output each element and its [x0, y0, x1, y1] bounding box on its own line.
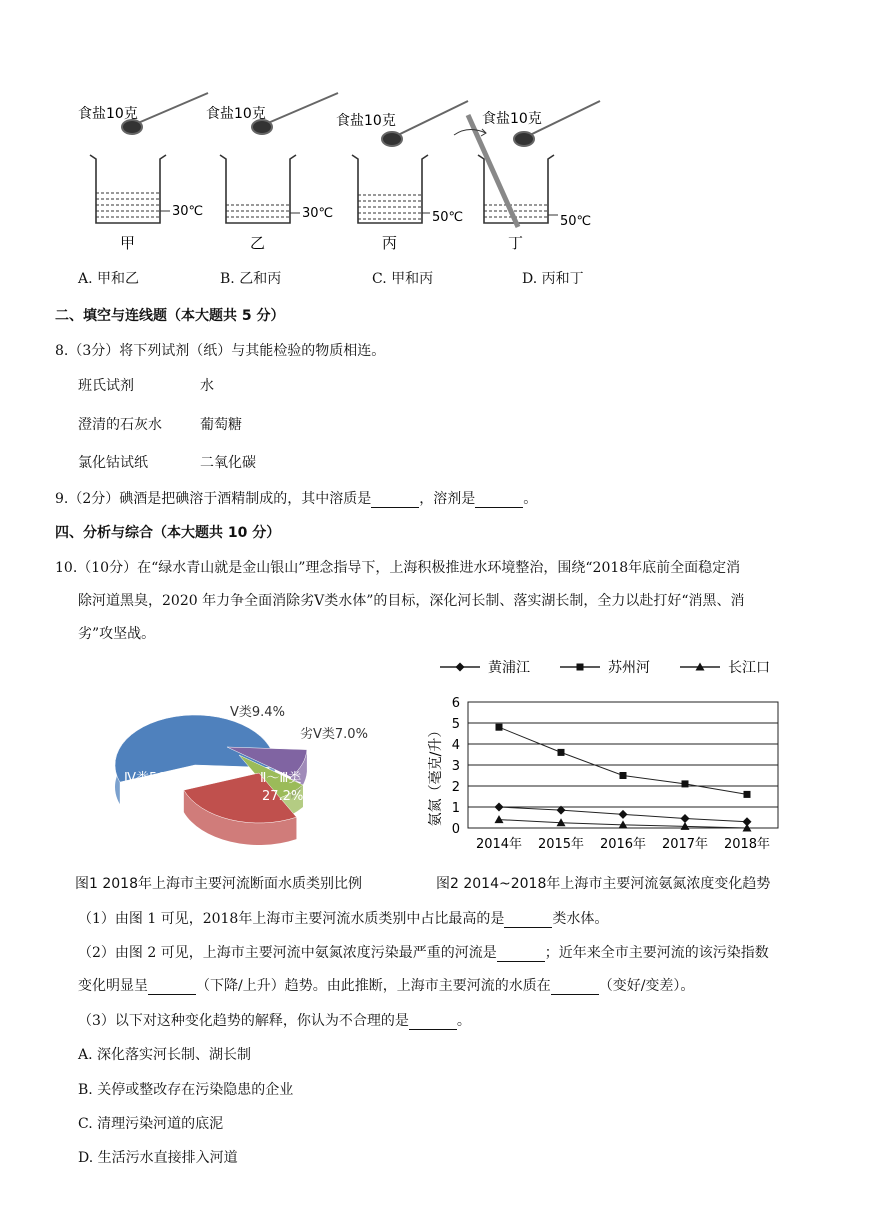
q10-sub3: [78, 1010, 471, 1030]
q10-sub2-text-c: 变化明显呈: [78, 978, 148, 994]
legend-label: 苏州河: [608, 660, 650, 676]
answer-blank[interactable]: [504, 913, 552, 928]
x-tick-label: 2014年: [475, 837, 523, 852]
y-tick-label: 1: [451, 801, 460, 816]
answer-blank[interactable]: [497, 947, 545, 962]
q8-right-3: 二氧化碳: [200, 455, 256, 471]
q10-line-1: 10.（10分）在“绿水青山就是金山银山”理念指导下，上海积极推进水环境整治，围绕“2018年底前全面稳定消: [55, 560, 741, 576]
beaker-bing: [352, 155, 430, 223]
q10-sub1: [78, 908, 608, 928]
q9-a: 9.（2分）碘酒是把碘溶于酒精制成的，其中溶质是: [55, 491, 372, 507]
beakers-figure: [60, 85, 620, 260]
q10-sub2-text-e: （变好/变差）。: [598, 978, 695, 994]
line-chart: [420, 655, 790, 860]
answer-blank[interactable]: [148, 980, 196, 995]
beaker-temp-3: 50℃: [432, 210, 464, 225]
q10-line-2: 除河道黑臭，2020 年力争全面消除劣Ⅴ类水体”的目标，深化河长制、落实湖长制，全力以赴打好“消黑、消: [78, 593, 745, 609]
q10-option-c: C. 清理污染河道的底泥: [78, 1116, 224, 1132]
q8-right-2: 葡萄糖: [200, 417, 242, 433]
q7-option-a: A. 甲和乙: [78, 271, 140, 287]
q10-sub1-end: 类水体。: [552, 911, 609, 927]
pie-chart: [110, 690, 370, 860]
x-tick-label: 2018年: [723, 837, 771, 852]
q7-option-b: B. 乙和丙: [220, 271, 282, 287]
y-tick-label: 2: [451, 780, 460, 795]
q8-left-1: 班氏试剂: [78, 378, 134, 394]
beaker-ding: [454, 115, 558, 227]
salt-label-2: 食盐10克: [206, 106, 266, 122]
q7-option-d: D. 丙和丁: [522, 271, 584, 287]
beaker-name-2: 乙: [250, 234, 266, 252]
legend-label: 长江口: [728, 660, 770, 676]
beaker-name-3: 丙: [382, 234, 398, 252]
beaker-name-1: 甲: [120, 234, 136, 252]
section-heading-4: 四、分析与综合（本大题共 10 分）: [55, 525, 281, 541]
pie-label-2-3: Ⅱ～Ⅲ类 27.2%: [260, 771, 304, 804]
data-point: [577, 664, 584, 671]
series-line-1: [499, 727, 747, 794]
y-tick-label: 5: [451, 717, 460, 732]
section-heading-2: 二、填空与连线题（本大题共 5 分）: [55, 308, 285, 324]
q7-option-c: C. 甲和丙: [372, 271, 434, 287]
beaker-yi: [220, 155, 300, 223]
answer-blank[interactable]: [551, 980, 599, 995]
y-tick-label: 0: [451, 822, 460, 837]
salt-label-1: 食盐10克: [78, 106, 138, 122]
x-tick-label: 2017年: [661, 837, 709, 852]
beaker-name-4: 丁: [508, 234, 524, 252]
y-tick-label: 6: [451, 696, 460, 711]
x-tick-label: 2015年: [537, 837, 585, 852]
data-point: [495, 815, 504, 823]
q10-sub2-text: （2）由图 2 可见，上海市主要河流中氨氮浓度污染最严重的河流是: [78, 945, 497, 961]
y-axis-label: 氨氮（毫克/升）: [428, 723, 444, 827]
pie-label-4: Ⅳ类56.4%: [124, 771, 191, 786]
q10-sub2-text-b: ；近年来全市主要河流的该污染指数: [544, 945, 769, 961]
data-point: [619, 810, 628, 819]
q9: [55, 488, 537, 508]
q10-sub1-text: （1）由图 1 可见，2018年上海市主要河流水质类别中占比最高的是: [78, 911, 505, 927]
q8-left-2: 澄清的石灰水: [78, 417, 162, 433]
x-tick-label: 2016年: [599, 837, 647, 852]
beaker-temp-1: 30℃: [172, 204, 204, 219]
data-point: [744, 791, 751, 798]
q10-sub3-end: 。: [456, 1013, 471, 1029]
data-point: [681, 814, 690, 823]
q10-line-3: 劣”攻坚战。: [78, 626, 156, 642]
y-tick-label: 3: [451, 759, 460, 774]
q10-sub2-cont: [78, 975, 694, 995]
fig1-caption: 图1 2018年上海市主要河流断面水质类别比例: [75, 876, 362, 892]
salt-label-4: 食盐10克: [482, 111, 542, 127]
legend-label: 黄浦江: [488, 660, 530, 676]
data-point: [495, 803, 504, 812]
q9-c: 。: [523, 491, 538, 507]
q10-sub2-text-d: （下降/上升）趋势。由此推断，上海市主要河流的水质在: [196, 978, 551, 994]
data-point: [620, 772, 627, 779]
beaker-temp-4: 50℃: [560, 214, 592, 229]
pie-label-inferior-5: 劣Ⅴ类7.0%: [300, 727, 368, 742]
answer-blank[interactable]: [475, 493, 523, 508]
q8-left-3: 氯化钴试纸: [78, 455, 148, 471]
q10-sub2: [78, 942, 769, 962]
q9-b: ，溶剂是: [419, 491, 476, 507]
pie-label-5: Ⅴ类9.4%: [230, 705, 285, 720]
fig2-caption: 图2 2014~2018年上海市主要河流氨氮浓度变化趋势: [436, 876, 771, 892]
data-point: [558, 749, 565, 756]
data-point: [456, 663, 465, 672]
q10-sub3-text: （3）以下对这种变化趋势的解释，你认为不合理的是: [78, 1013, 409, 1029]
y-tick-label: 4: [451, 738, 460, 753]
data-point: [682, 780, 689, 787]
beaker-temp-2: 30℃: [302, 206, 334, 221]
beaker-jia: [90, 155, 170, 223]
q10-option-b: B. 关停或整改存在污染隐患的企业: [78, 1082, 294, 1098]
q8-stem: 8.（3分）将下列试剂（纸）与其能检验的物质相连。: [55, 343, 386, 359]
q10-option-d: D. 生活污水直接排入河道: [78, 1150, 238, 1166]
answer-blank[interactable]: [409, 1015, 457, 1030]
data-point: [496, 724, 503, 731]
answer-blank[interactable]: [371, 493, 419, 508]
q10-option-a: A. 深化落实河长制、湖长制: [78, 1047, 252, 1063]
q8-right-1: 水: [200, 378, 214, 394]
salt-label-3: 食盐10克: [336, 113, 396, 129]
